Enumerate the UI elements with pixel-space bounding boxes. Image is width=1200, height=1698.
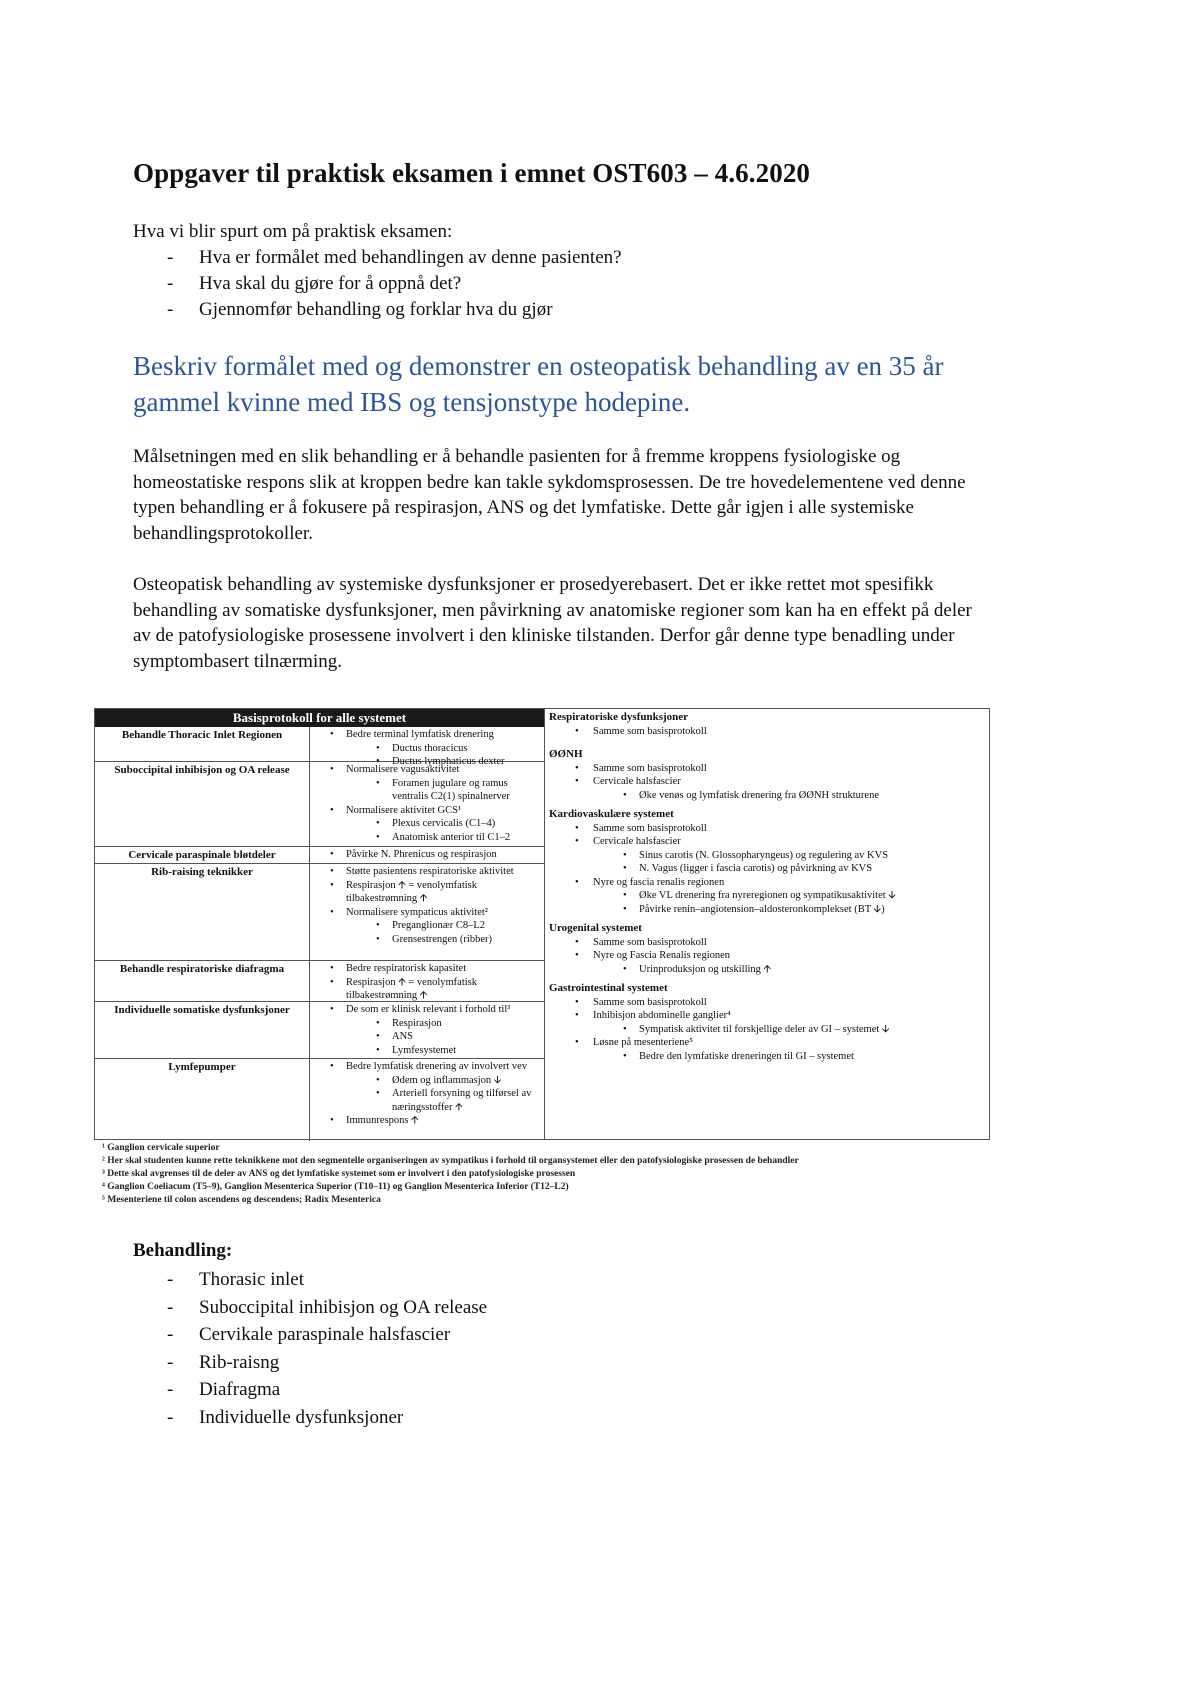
protocol-footnotes [102, 1142, 982, 1207]
question-list [133, 245, 622, 323]
row-label: Behandle respiratoriske diafragma [95, 961, 310, 1001]
paragraph-goal: Målsetningen med en slik behandling er å behandle pasienten for å fremme kroppens fysiologiske og homeostatiske respons slik at kroppen bedre kan takle sykdomsprosessen. De tre hovedelementene ved denne typen behandling er å fokusere på respirasjon, ANS og det lymfatiske. Dette går igjen i alle systemiske behandlingsprotokoller. [133, 446, 966, 544]
task-heading: Beskriv formålet med og demonstrer en osteopatisk behandling av en 35 år gammel kvinne med IBS og tensjonstype hodepine. [133, 351, 944, 417]
table-row [95, 960, 544, 1001]
row-label: Cervicale paraspinale bløtdeler [95, 847, 310, 863]
section-title: ØØNH [549, 748, 583, 760]
exam-intro [133, 219, 622, 323]
basis-protocol-table [95, 709, 545, 1139]
list-item: - Hva er formålet med behandlingen av denne pasienten? [133, 245, 622, 271]
row-items: • Støtte pasientens respiratoriske aktivitet • Respirasjon 🡩 = venolymfatisk tilbakestrømning 🡩 • Normalisere sympaticus aktivitet² • Preganglionær C8–L2 • Grensestrengen (ribber) [310, 864, 544, 960]
row-items: • Normalisere vagusaktivitet • Foramen jugulare og ramus ventralis C2(1) spinalnerver • Normalisere aktivitet GCS¹ • Plexus cervicalis (C1–4) • Anatomisk anterior til C1–2 [310, 762, 544, 846]
list-item: - Individuelle dysfunksjoner [133, 1404, 487, 1432]
list-dash: - [167, 1324, 174, 1345]
list-dash: - [167, 1351, 174, 1373]
protocol-figure [94, 708, 990, 1140]
list-item: - Diafragma [133, 1376, 487, 1404]
list-item: - Hva skal du gjøre for å oppnå det? [133, 271, 622, 297]
list-item: - Rib-raisng [133, 1349, 487, 1377]
list-dash: - [167, 247, 174, 268]
intro-lead: Hva vi blir spurt om på praktisk eksamen: [133, 221, 453, 242]
document-title: Oppgaver til praktisk eksamen i emnet OST603 – 4.6.2020 [133, 158, 811, 188]
table-row [95, 727, 544, 767]
footnote: ⁵ Mesenteriene til colon ascendens og descendens; Radix Mesenterica [102, 1195, 381, 1205]
behandling-title: Behandling: [133, 1240, 233, 1261]
table-row [95, 761, 544, 846]
list-dash: - [167, 273, 174, 294]
list-dash: - [167, 1296, 174, 1318]
footnote: ¹ Ganglion cervicale superior [102, 1143, 220, 1153]
section-title: Urogenital systemet [549, 922, 642, 934]
list-dash: - [167, 1269, 174, 1290]
behandling-list [133, 1266, 487, 1431]
table-row [95, 1058, 544, 1141]
list-item: - Suboccipital inhibisjon og OA release [133, 1294, 487, 1322]
row-items: • Bedre lymfatisk drenering av involvert vev • Ødem og inflammasjon 🡫 • Arteriell forsyning og tilførsel av næringsstoffer 🡩 • Immunrespons 🡩 [310, 1059, 544, 1141]
row-label: Lymfepumper [95, 1059, 310, 1141]
system-protocols: Respiratoriske dysfunksjoner • Samme som basisprotokoll ØØNH • Samme som basisprotokoll • Cervicale halsfascier • Øke venøs og lymfatisk drenering fra ØØNH strukturene Kardiovaskulære systemet • Samme som basisprotokoll • Cervicale halsfascier • Sinus carotis (N. Glossopharyngeus) og regulering av KVS • N. Vagus (ligger i fascia carotis) og påvirkning av KVS • Nyre og fascia renalis regionen • Øke VL drenering fra nyreregionen og sympatikusaktivitet 🡫 • Påvirke renin–angiotension–aldosteronkomplekset (BT 🡫) Urogenital systemet • Samme som basisprotokoll • Nyre og Fascia Renalis regionen • Urinproduksjon og utskilling 🡩 Gastrointestinal systemet • Samme som basisprotokoll • Inhibisjon abdominelle ganglier⁴ • Sympatisk aktivitet til forskjellige deler av GI – systemet 🡫 • Løsne på mesenteriene⁵ • Bedre den lymfatiske dreneringen til GI – systemet [549, 711, 985, 1063]
footnote: ³ Dette skal avgrenses til de deler av ANS og det lymfatiske systemet som er involvert i den patofysiologiske prosessen [102, 1169, 576, 1179]
section-title: Respiratoriske dysfunksjoner [549, 711, 689, 723]
table-row [95, 863, 544, 960]
section-title: Kardiovaskulære systemet [549, 808, 674, 820]
section-title: Gastrointestinal systemet [549, 982, 668, 994]
list-dash: - [167, 1406, 174, 1428]
table-row [95, 1001, 544, 1058]
row-items: • Bedre terminal lymfatisk drenering • Ductus thoracicus • Ductus lymphaticus dexter [310, 727, 544, 761]
paragraph-approach: Osteopatisk behandling av systemiske dysfunksjoner er prosedyerebasert. Det er ikke rettet mot spesifikk behandling av somatiske dysfunksjoner, men påvirkning av anatomiske regioner som kan ha en effekt på deler av de patofysiologiske prosessene involvert i den kliniske tilstanden. Derfor går denne type benadling under symptombasert tilnærming. [133, 574, 972, 672]
row-items: • Påvirke N. Phrenicus og respirasjon [310, 847, 544, 863]
list-item: - Thorasic inlet [133, 1266, 487, 1294]
row-label: Suboccipital inhibisjon og OA release [95, 762, 310, 846]
row-label: Behandle Thoracic Inlet Regionen [95, 727, 310, 761]
row-label: Rib-raising teknikker [95, 864, 310, 960]
list-item: - Cervikale paraspinale halsfascier [133, 1321, 487, 1349]
footnote: ² Her skal studenten kunne rette teknikkene mot den segmentelle organiseringen av sympatikus i forhold til organsystemet eller den patofysiologiske prosessen de behandler [102, 1156, 799, 1166]
list-dash: - [167, 299, 174, 320]
list-dash: - [167, 1379, 174, 1400]
row-label: Individuelle somatiske dysfunksjoner [95, 1002, 310, 1058]
table-row [95, 846, 544, 863]
row-items: • Bedre respiratorisk kapasitet • Respirasjon 🡩 = venolymfatisk tilbakestrømning 🡩 [310, 961, 544, 1001]
list-item: - Gjennomfør behandling og forklar hva du gjør [133, 297, 622, 323]
protocol-header: Basisprotokoll for alle systemet [95, 709, 544, 727]
footnote: ⁴ Ganglion Coeliacum (T5–9), Ganglion Mesenterica Superior (T10–11) og Ganglion Mesenterica Inferior (T12–L2) [102, 1182, 569, 1192]
row-items: • De som er klinisk relevant i forhold til³ • Respirasjon • ANS • Lymfesystemet [310, 1002, 544, 1058]
